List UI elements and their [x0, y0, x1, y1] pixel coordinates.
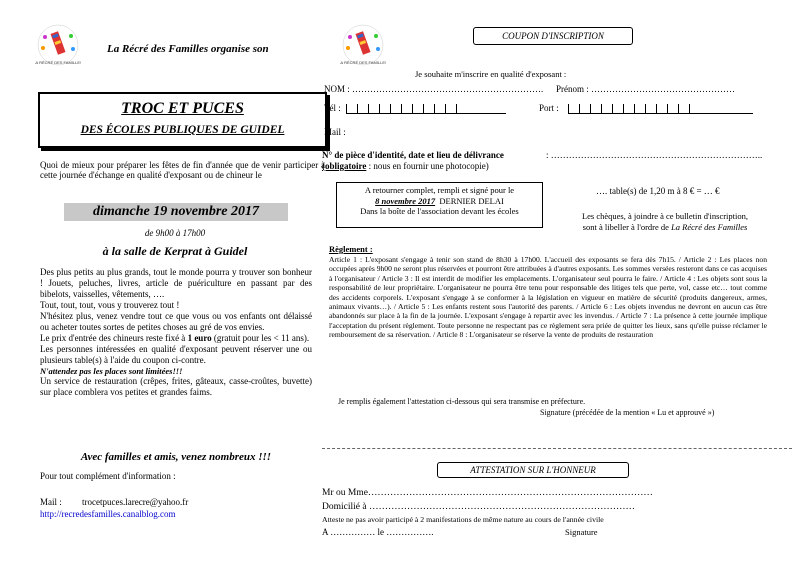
- signature-note: Signature (précédée de la mention « Lu et approuvé »): [540, 408, 715, 417]
- slogan: Avec familles et amis, venez nombreux !!!: [80, 451, 272, 463]
- para-5b: N'attendez pas les places sont limitées!!!: [40, 365, 183, 376]
- domicile-field[interactable]: Domicilié à …………………………………………………………………………: [322, 502, 635, 512]
- cheques-note: Les chèques, à joindre à ce bulletin d'inscription, sont à libeller à l'ordre de La Récré des Familles: [581, 211, 749, 232]
- para-3: N'hésitez plus, venez vendre tout ce que vous ou vos enfants ont délaissé ou acheter toutes sortes de petites choses au gré de vos envies.: [40, 310, 312, 332]
- piece-label: N° de pièce d'identité, date et lieu de délivrance: [322, 150, 504, 160]
- coupon-title: COUPON D'INSCRIPTION: [473, 27, 633, 45]
- tables-field[interactable]: …. table(s) de 1,20 m à 8 € = … €: [596, 186, 720, 196]
- event-hours: de 9h00 à 17h00: [144, 228, 206, 238]
- return-box: A retourner complet, rempli et signé pour le 8 novembre 2017 DERNIER DELAI Dans la boîte de l'association devant les écoles: [336, 182, 543, 228]
- a-le-field[interactable]: A …………… le …………….: [322, 527, 434, 537]
- nom-field[interactable]: NOM : ……………………………………………………….: [324, 84, 544, 94]
- event-date: dimanche 19 novembre 2017: [64, 203, 288, 221]
- tel-label: Tél :: [324, 103, 341, 113]
- mr-field[interactable]: Mr ou Mme………………………………………………………………………………: [322, 488, 653, 498]
- reglement-title: Règlement :: [329, 244, 373, 254]
- logo-icon: [340, 22, 386, 68]
- svg-text:LA RÉCRÉ DES FAMILLES: LA RÉCRÉ DES FAMILLES: [340, 60, 386, 65]
- prenom-field[interactable]: Prénom : …………………………………………: [556, 84, 735, 94]
- port-field[interactable]: [568, 101, 753, 114]
- atteste-line: Atteste ne pas avoir participé à 2 manifestations de même nature au cours de l'année civile: [322, 515, 604, 524]
- port-label: Port :: [539, 103, 559, 113]
- attestation-title: ATTESTATION SUR L'HONNEUR: [437, 462, 629, 478]
- tel-field[interactable]: [346, 101, 506, 114]
- logo-left: [35, 22, 81, 68]
- cut-line: [322, 448, 792, 449]
- title-box: [38, 92, 327, 148]
- mail-field[interactable]: Mail :: [324, 127, 346, 137]
- piece-field[interactable]: : ……………………………………………………………..: [546, 150, 763, 160]
- attest-line: Je remplis également l'attestation ci-dessous qui sera transmise en préfecture.: [338, 397, 586, 406]
- svg-text:LA RÉCRÉ DES FAMILLES: LA RÉCRÉ DES FAMILLES: [35, 60, 81, 65]
- org-line: La Récré des Familles organise son: [107, 43, 269, 55]
- blog-link[interactable]: http://recredesfamilles.canalblog.com: [40, 509, 176, 519]
- piece-note: (obligatoire : nous en fournir une photocopie): [322, 161, 489, 171]
- attest-signature: Signature: [565, 527, 598, 537]
- logo-icon: [35, 22, 81, 68]
- reglement-text: Article 1 : L'exposant s'engage à tenir son stand de 8h30 à 17h00. L'accueil des exposants se fera dès 7h15. / Article 2 : Les places non occupées après 9h00 ne seront plus réservées et pourront être attribuées à d'autres exposants. Les sommes versées resteront dans ce cas acquises à l'organisateur / Article 3 : Il est interdit de modifier les emplacements. L'organisateur seul pourra le faire. / Article 4 : Les objets sont sous la responsabilité de leur propriétaire. L'organisateur ne pourra être tenu pour responsable des litiges tels que perte, vol, casse etc… tout comme des accidents corporels. L'exposant s'engage à se conformer à la législation en vigueur en matière de sécurité (produits dangereux, armes, animaux vivants…). / Article 5 : Les enfants restent sous l'autorité des parents. / Article 6 : Les objets invendus ne devront en aucun cas être abandonnés sur place à la fin de la journée. L'exposant s'engage à repartir avec les invendus. / Article 7 : La présence à cette journée implique l'acceptation du présent règlement. Toute personne ne respectant pas ce règlement sera priée de quitter les lieux, sans qu'elle puisse réclamer le remboursement de sa réservation. / Article 8 : L'organisateur se réserve la vente de produits de restauration: [329, 255, 767, 340]
- coupon-intro: Je souhaite m'inscrire en qualité d'exposant :: [415, 69, 567, 79]
- para-1: Des plus petits au plus grands, tout le monde pourra y trouver son bonheur ! Jouets, peluches, livres, article de puériculture en passant par des bibelots, vaisselles, vêtements, ….: [40, 267, 312, 299]
- email-address[interactable]: trocetpuces.larecre@yahoo.fr: [82, 497, 189, 507]
- event-venue: à la salle de Kerprat à Guidel: [102, 244, 248, 258]
- title-sub: DES ÉCOLES PUBLIQUES DE GUIDEL: [80, 124, 285, 136]
- para-6: Un service de restauration (crêpes, frites, gâteaux, casse-croûtes, buvette) sur place comblera vos petites et grandes faims.: [40, 376, 312, 398]
- intro-text: Quoi de mieux pour préparer les fêtes de fin d'année que de venir participer à cette journée d'échange en qualité d'exposant ou de chineur le: [40, 160, 325, 181]
- info-line: Pour tout complément d'information :: [40, 471, 176, 481]
- logo-right: [340, 22, 386, 68]
- mail-line: Mail : trocetpuces.larecre@yahoo.fr: [40, 497, 189, 507]
- para-4: Le prix d'entrée des chineurs reste fixé à 1 euro (gratuit pour les < 11 ans).: [40, 332, 310, 343]
- para-5: Les personnes intéressées en qualité d'exposant peuvent réserver une ou plusieurs table(s) à l'aide du coupon ci-contre.: [40, 343, 312, 365]
- left-body: [40, 267, 312, 398]
- para-2: Tout, tout, tout, vous y trouverez tout !: [40, 299, 180, 310]
- title-main: TROC ET PUCES: [121, 100, 244, 117]
